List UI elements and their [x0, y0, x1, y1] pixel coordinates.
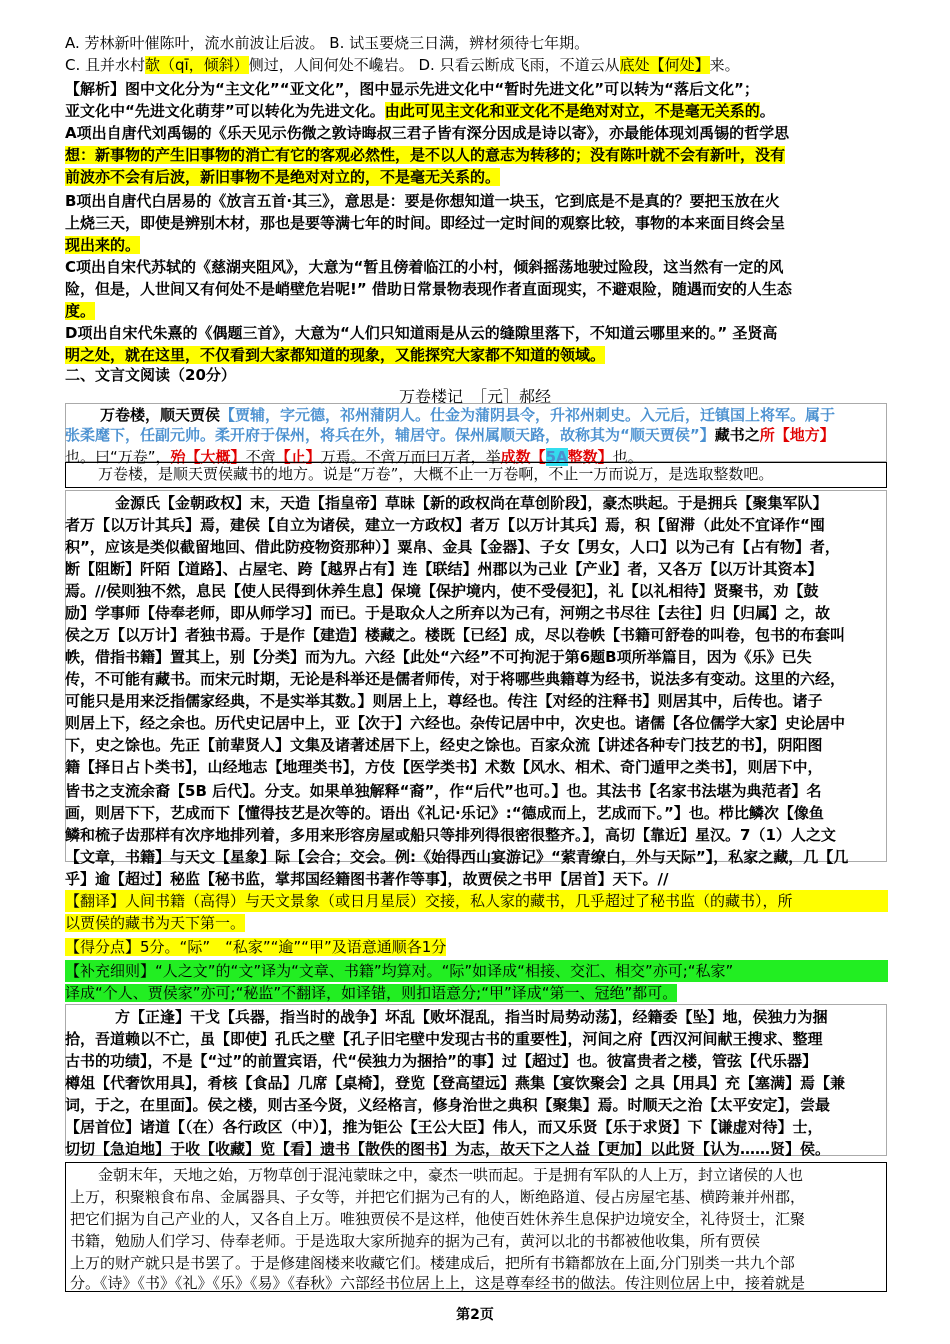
p3-line-3: 古书的功绩】，不是【“过”的前置宾语，代“侯独力为捆拾”的事】过【超过】也。彼富贵者之楼，管弦【代乐器】 [65, 1052, 817, 1070]
analysis-c-3-hl: 度。 [65, 302, 96, 320]
supplement-2 [65, 982, 888, 1004]
analysis-a-3-hl: 前波亦不会有后波，新旧事物不是绝对对立的，不是毫无关系的。 [65, 168, 501, 186]
p1-l3h: 整数】 [567, 448, 613, 466]
p1-l3a: 也。曰“万卷”， [65, 448, 171, 466]
analysis-a-2-hl: 想：新事物的产生旧事物的消亡有它的客观必然性，是不以人的意志为转移的；没有陈叶就不会有新叶，没有 [65, 146, 786, 164]
p1-l3e: 万焉。不啻万而曰万者，举 [320, 448, 501, 466]
option-d-gloss: 底处【何处】 [619, 56, 710, 74]
p2-line-9: 传，不可能有藏书。而宋元时期，无论是科举还是儒者师传，对于将哪些典籍尊为经书，说法多有变动。这里的六经， [65, 670, 846, 688]
question-marker-5a: 5A [545, 448, 568, 466]
p3-line-4: 樽俎【代奢饮用具】，肴核【食品】几席【桌椅】，登览【登高望远】燕集【宴饮聚会】之具【用具】充【塞满】焉【兼 [65, 1074, 846, 1092]
page-number: 第2页 [456, 1307, 494, 1323]
translation-2-line-3: 把它们据为自己产业的人，又各自上万。唯独贾侯不是这样，他使百姓休养生息保护边境安全，礼待贤士，汇聚 [70, 1210, 806, 1228]
option-d-end: 来。 [709, 56, 740, 74]
option-line-cd [65, 54, 888, 76]
p2-line-15: 画，则居下下，艺成而下【懂得技艺是次等的。语出《礼记·乐记》:“德成而上，艺成而下。”】也。栉比鳞次【像鱼 [65, 804, 824, 822]
p2-line-11: 则居上下，经之余也。历代史记居中上，亚【次于】六经也。杂传记居中中，次史也。诸儒【各位儒学大家】史论居中 [65, 714, 846, 732]
p2-line-8: 帙，借指书籍】置其上，别【分类】而为九。六经【此处“六经”不可拘泥于第6题B项所举篇目，因为《乐》已失 [65, 648, 812, 666]
p2-line-7: 侯之万【以万计】者独书焉。于是作【建造】楼藏之。楼既【已经】成，尽以卷帙【书籍可舒卷的叫卷，包书的布套叫 [65, 626, 846, 644]
p2-line-10: 可能只是用来泛指儒家经典，不是实举其数。】则居上上，尊经也。传注【对经的注释书】则居其中，后传也。诸子 [65, 692, 823, 710]
p2-line-17: 【文章，书籍】与天文【星象】际【会合；交会。例:《始得西山宴游记》“萦青缭白，外与天际”】，私家之藏，几【几 [65, 848, 849, 866]
p2-line-14: 皆书之支流余裔【5B 后代】。分支。如果单独解释“裔”，作“后代”也可。】也。其法书【名家书法堪为典范者】名 [65, 782, 822, 800]
p3-line-5: 词，于之，在里面】。侯之楼，则古圣今贤，义经格言，修身治世之典积【聚集】焉。时顺天之治【太平安定】，尝最 [65, 1096, 831, 1114]
translation-2-line-6: 分。《诗》《书》《礼》《乐》《易》《春秋》六部经书位居上上，这是尊奉经书的做法。传注则位居上中，接着就是 [70, 1274, 806, 1292]
analysis-c-1: C项出自宋代苏轼的《慈湖夹阻风》，大意为“暂且傍着临江的小村，倾斜摇荡地驶过险段，这当然有一定的风 [65, 258, 784, 276]
passage-title: 万卷楼记 ［元］郝经 [398, 387, 551, 406]
analysis-conclusion: 由此可见主文化和亚文化不是绝对对立，不是毫无关系的 [384, 102, 760, 120]
analysis-d-1: D项出自宋代朱熹的《偶题三首》，大意为“人们只知道雨是从云的缝隙里落下，不知道云哪里来的。” 圣贤高 [65, 324, 778, 342]
p3-line-1: 方【正逢】干戈【兵器，指当时的战争】坏乱【败坏混乱，指当时局势动荡】，经籍委【坠】地，侯独力为捆 [115, 1008, 828, 1026]
analysis-line-2a: 亚文化中“先进文化萌芽”可以转化为先进文化。 [65, 102, 385, 120]
p1-l3d: 【止】 [275, 448, 321, 466]
p1-line-2 [65, 424, 888, 446]
p2-line-6: 励】学事师【侍奉老师，即从师学习】而已。于是取众人之所弃以为己有，河朔之书尽往【去往】归【归属】之，故 [65, 604, 831, 622]
option-line-ab: A. 芳林新叶催陈叶，流水前波让后波。 B. 试玉要烧三日满，辨材须待七年期。 [65, 34, 590, 52]
p1-l3i: 也。 [612, 448, 643, 466]
answer-translation-2 [65, 912, 888, 934]
translation-1: 万卷楼，是顺天贾侯藏书的地方。说是“万卷”，大概不止一万卷啊，不止一万而说万，是选取整数吧。 [98, 465, 774, 483]
score-points [65, 936, 888, 958]
option-c-prefix: C. 且并水村 [65, 56, 146, 74]
p1-l3b: 殆【大概】 [170, 448, 246, 466]
p1-line-1 [100, 404, 888, 426]
p2-line-3: 积”，应该是类似截留地回、借此防疫物资那种）】粟帛、金具【金器】、子女【男女，人口】以为己有【占有物】者， [65, 538, 840, 556]
translation-2-line-1: 金朝末年，天地之始，万物草创于混沌蒙昧之中，豪杰一哄而起。于是拥有军队的人上万，封立诸侯的人也 [98, 1166, 804, 1184]
analysis-b-3-hl: 现出来的。 [65, 236, 141, 254]
analysis-a-1: A项出自唐代刘禹锡的《乐天见示伤微之敦诗晦叔三君子皆有深分因成是诗以寄》，亦最能体现刘禹锡的哲学思 [65, 124, 790, 142]
section-heading: 二、文言文阅读（20分） [65, 366, 236, 384]
analysis-c-3 [65, 300, 888, 322]
p2-line-16: 鳞和梳子齿那样有次序地排列着，多用来形容房屋或船只等排列得很密很整齐。】，高切【靠近】星汉。7（1）人之文 [65, 826, 836, 844]
analysis-d-2-hl: 明之处，就在这里，不仅看到大家都知道的现象，又能探究大家都不知道的领域。 [65, 346, 606, 364]
translation-2-line-4: 书籍，勉励人们学习、侍奉老师。于是选取大家所抛弃的据为己有，黄河以北的书都被他收集，所有贾侯 [70, 1232, 761, 1250]
p1-gloss-2: 所【地方】 [759, 426, 835, 444]
analysis-d-2 [65, 344, 888, 366]
p3-line-7: 切切【急迫地】于收【收藏】览【看】遗书【散佚的图书】为志，故天下之人益【更加】以此贤【认为……贤】侯。 [65, 1140, 831, 1158]
option-c-gloss: 欹（qī，倾斜） [145, 56, 249, 74]
supplement-2-hl: 译成“个人、贾侯家”亦可;“秘监”不翻译，如译错，则扣语意分;“甲”译成“第一、冠绝”都可。 [65, 984, 678, 1002]
analysis-b-2: 上烧三天，即使是辨别木材，那也是要等满七年的时间。即经过一定时间的观察比较，事物的本来面目终会呈 [65, 214, 786, 232]
p2-line-2: 者万【以万计其兵】焉，建侯【自立为诸侯，建立一方政权】者万【以万计其兵】焉，积【留滞（此处不宜译作“囤 [65, 516, 825, 534]
analysis-line-2c: 。 [759, 102, 775, 120]
p1-text-2: 藏书之 [714, 426, 760, 444]
answer-translation-1: 【翻译】人间书籍（高得）与天文景象（或日月星辰）交接，私人家的藏书，几乎超过了秘书监（的藏书），所 [65, 890, 888, 912]
p1-l3c: 不啻 [245, 448, 276, 466]
p3-line-2: 拾，吾道赖以不亡，虽【即使】孔氏之壁【孔子旧宅壁中发现古书的重要性】，河间之府【西汉河间献王搜求、整理 [65, 1030, 823, 1048]
analysis-b-3 [65, 234, 888, 256]
analysis-b-1: B项出自唐代白居易的《放言五首·其三》，意思是：要是你想知道一块玉，它到底是不是真的？要把玉放在火 [65, 192, 780, 210]
answer-translation-2-hl: 以贾侯的藏书为天下第一。 [65, 914, 246, 932]
p2-line-5: 焉。//侯则独不然，息民【使人民得到休养生息】保境【保护境内，使不受侵犯】，礼【以礼相待】贤聚书，劝【鼓 [65, 582, 819, 600]
analysis-c-2: 险，但是，人世间又有何处不是峭壁危岩呢!” 借助日常景物表现作者直面现实，不避艰险，随遇而安的人生态 [65, 280, 792, 298]
analysis-a-3 [65, 166, 888, 188]
p2-line-4: 断【阻断】阡陌【道路】、占屋宅、跨【越界占有】连【联结】州郡以为己业【产业】者，又各万【以万计其资本】 [65, 560, 823, 578]
p1-l3f: 成数【 [500, 448, 546, 466]
score-points-hl: 【得分点】5分。“际” “私家”“逾”“甲”及语意通顺各1分 [65, 938, 447, 956]
p2-line-13: 籍【择日占卜类书】，山经地志【地理类书】，方伎【医学类书】术数【风水、相术、奇门遁甲之类书】，则居下中， [65, 758, 823, 776]
analysis-a-2 [65, 144, 888, 166]
analysis-line-2 [65, 100, 888, 122]
analysis-line-1: 【解析】图中文化分为“主文化”“亚文化”，图中显示先进文化中“暂时先进文化”可以转为“落后文化”； [65, 80, 759, 98]
p2-line-18: 乎】逾【超过】秘监【秘书监，掌邦国经籍图书著作等事】，故贾侯之书甲【居首】天下。// [65, 870, 669, 888]
p2-line-1: 金源氏【金朝政权】末，天造【指皇帝】草昧【新的政权尚在草创阶段】，豪杰哄起。于是拥兵【聚集军队】 [115, 494, 828, 512]
p2-line-12: 下，史之馀也。先正【前辈贤人】文集及诸著述居下上，经史之馀也。百家众流【讲述各种专门技艺的书】，阴阳图 [65, 736, 823, 754]
p1-note: 【贾辅，字元德，祁州蒲阴人。仕金为蒲阴县令，升祁州刺史。入元后，迁镇国上将军。属于 [220, 406, 836, 424]
p3-line-6: 【居首位】诸道【（在）各行政区（中）】，推为钜公【王公大臣】伟人，而又乐贤【乐于求贤】下【谦虚对待】士， [65, 1118, 823, 1136]
option-cd-text: 侧过，人间何处不巉岩。 D. 只看云断成飞雨，不道云从 [248, 56, 620, 74]
p1-note-2: 张柔麾下，任副元帅。柔开府于保州，将兵在外，辅居守。保州属顺天路，故称其为“顺天贾侯”】 [65, 426, 715, 444]
translation-2-line-2: 上万，积聚粮食布帛、金属器具、子女等，并把它们据为己有的人，断绝路道、侵占房屋宅基、横跨兼并州郡， [70, 1188, 806, 1206]
supplement-1: 【补充细则】“人之文”的“文”译为“文章、书籍”均算对。“际”如译成“相接、交汇、相交”亦可;“私家” [65, 960, 888, 982]
p1-text: 万卷楼，顺天贾侯 [100, 406, 221, 424]
translation-2-line-5: 上万的财产就只是书罢了。于是修建阁楼来收藏它们。楼建成后，把所有书籍都放在上面,分门别类一共九个部 [70, 1254, 795, 1272]
